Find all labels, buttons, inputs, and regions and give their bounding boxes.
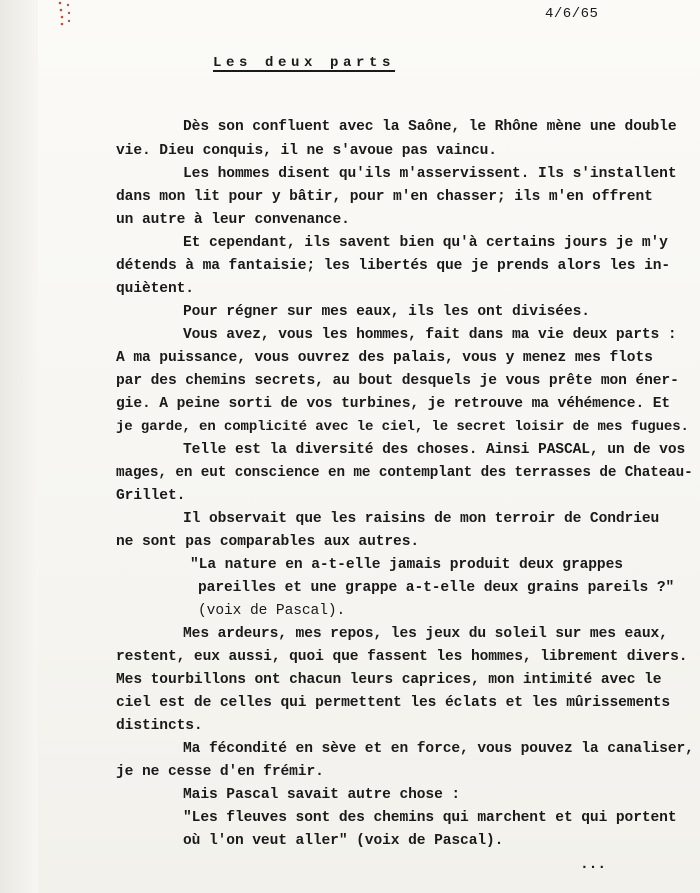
text-line: Pour régner sur mes eaux, ils les ont divisées. — [183, 304, 590, 320]
text-line: Grillet. — [116, 488, 186, 504]
quote-line: où l'on veut aller" (voix de Pascal). — [183, 833, 504, 849]
text-line: vie. Dieu conquis, il ne s'avoue pas vaincu. — [116, 143, 497, 159]
quote-line: "La nature en a-t-elle jamais produit deux grappes — [190, 557, 623, 573]
document-date: 4/6/65 — [545, 6, 599, 22]
text-line: Et cependant, ils savent bien qu'à certains jours je m'y — [183, 235, 668, 251]
text-line: Mes tourbillons ont chacun leurs caprices, mon intimité avec le — [116, 672, 662, 688]
text-line: restent, eux aussi, quoi que fassent les hommes, librement divers. — [116, 649, 688, 665]
text-line: distincts. — [116, 718, 203, 734]
document-title: Les deux parts — [213, 55, 396, 71]
text-line: Dès son confluent avec la Saône, le Rhône mène une double — [183, 119, 677, 135]
text-line: Ma fécondité en sève et en force, vous pouvez la canaliser, — [183, 741, 694, 757]
staple-mark — [52, 0, 74, 30]
text-line: A ma puissance, vous ouvrez des palais, vous y menez mes flots — [116, 350, 653, 366]
text-line: Les hommes disent qu'ils m'asservissent. Ils s'installent — [183, 166, 677, 182]
continuation-ellipsis: ... — [580, 857, 606, 873]
text-line: quiètent. — [116, 281, 194, 297]
text-line: Il observait que les raisins de mon terroir de Condrieu — [183, 511, 660, 527]
text-line: Vous avez, vous les hommes, fait dans ma vie deux parts : — [183, 327, 677, 343]
text-line: Mais Pascal savait autre chose : — [183, 787, 461, 803]
text-line: Mes ardeurs, mes repos, les jeux du soleil sur mes eaux, — [183, 626, 668, 642]
text-line: gie. A peine sorti de vos turbines, je retrouve ma véhémence. Et — [116, 396, 671, 412]
page-fold-shadow — [0, 0, 38, 893]
text-line: je ne cesse d'en frémir. — [116, 764, 324, 780]
quote-line: "Les fleuves sont des chemins qui marchent et qui portent — [183, 810, 677, 826]
text-line: mages, en eut conscience en me contemplant des terrasses de Chateau- — [116, 465, 693, 481]
text-line: dans mon lit pour y bâtir, pour m'en chasser; ils m'en offrent — [116, 189, 653, 205]
text-line: détends à ma fantaisie; les libertés que je prends alors les in- — [116, 258, 671, 274]
text-line: ciel est de celles qui permettent les éclats et les mûrissements — [116, 695, 671, 711]
text-line: ne sont pas comparables aux autres. — [116, 534, 420, 550]
text-line: je garde, en complicité avec le ciel, le secret loisir de mes fugues. — [116, 419, 689, 435]
text-line: par des chemins secrets, au bout desquels je vous prête mon éner- — [116, 373, 679, 389]
text-line: un autre à leur convenance. — [116, 212, 350, 228]
quote-attribution: (voix de Pascal). — [198, 603, 346, 619]
quote-line: pareilles et une grappe a-t-elle deux grains pareils ?" — [198, 580, 675, 596]
text-line: Telle est la diversité des choses. Ainsi PASCAL, un de vos — [183, 442, 686, 458]
